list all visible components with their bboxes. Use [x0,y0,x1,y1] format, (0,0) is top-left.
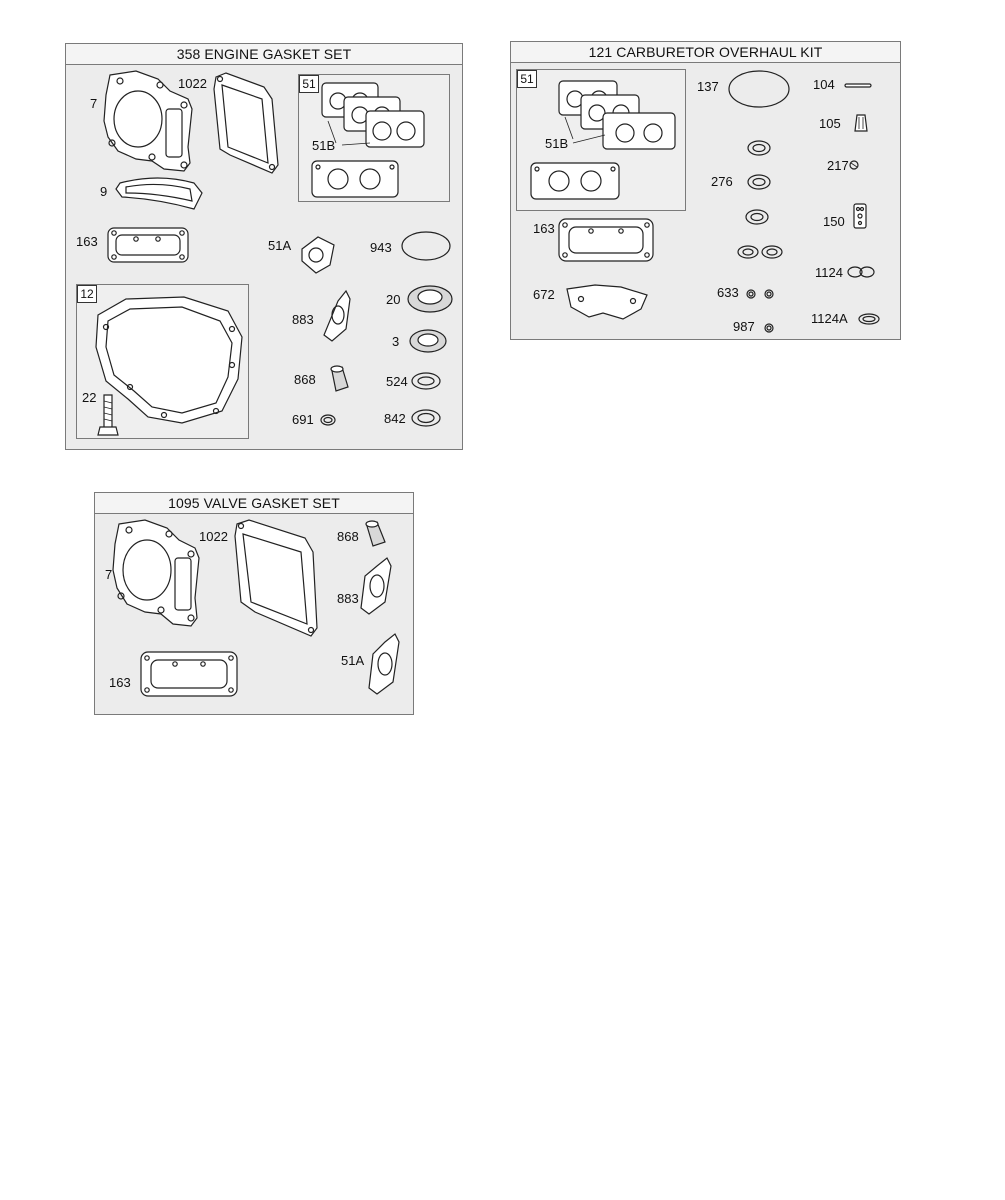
bolt-22 [98,395,118,435]
engine-label-868: 868 [294,372,316,387]
engine-label-9: 9 [100,184,108,199]
carburetor-kit-drawing [511,63,900,339]
carburetor-overhaul-kit-panel [510,41,901,340]
washer-524 [412,373,440,389]
engine-label-20: 20 [386,292,401,307]
engine-subassembly-12-tag: 12 [77,285,97,303]
clip-217 [850,161,858,169]
seal-3 [410,330,446,352]
valve-label-1022: 1022 [199,529,228,544]
engine-gasket-set-panel [65,43,463,450]
gasket-150 [854,204,866,228]
valve-gasket-883 [361,558,391,614]
valve-gasket-set-body [95,514,413,714]
engine-label-22: 22 [82,390,97,405]
valve-gasket-163 [141,652,237,696]
gasket-9 [116,178,202,209]
engine-label-524: 524 [386,374,408,389]
carb-label-987: 987 [733,319,755,334]
carburetor-overhaul-kit-title: 121 CARBURETOR OVERHAUL KIT [511,42,900,63]
valve-rocker-cover-gasket-1022 [235,520,317,636]
oil-seal-20 [408,286,452,312]
gasket-883 [324,291,350,341]
carburetor-overhaul-kit-body [511,63,900,339]
carb-label-633: 633 [717,285,739,300]
part-1124 [848,267,874,277]
crankcase-gasket-12 [96,297,242,423]
valve-cylinder-head-gasket-7 [113,520,199,626]
carb-gasket-672 [567,285,647,319]
valve-label-883: 883 [337,591,359,606]
carb-label-276: 276 [711,174,733,189]
o-ring-943 [402,232,450,260]
engine-gasket-set-title: 358 ENGINE GASKET SET [66,44,462,65]
valve-gasket-51a [369,634,399,694]
valve-label-868: 868 [337,529,359,544]
carb-label-1124a: 1124A [811,311,848,326]
washer-691 [321,415,335,425]
engine-label-943: 943 [370,240,392,255]
carb-label-105: 105 [819,116,841,131]
carb-label-163: 163 [533,221,555,236]
carb-label-137: 137 [697,79,719,94]
valve-gasket-set-panel [94,492,414,715]
carb-label-217: 217 [827,158,849,173]
engine-label-163: 163 [76,234,98,249]
engine-label-3: 3 [392,334,400,349]
engine-label-51b: 51B [312,138,336,153]
sleeve-868 [331,366,348,391]
engine-subassembly-51-tag: 51 [299,75,319,93]
valve-gasket-set-title: 1095 VALVE GASKET SET [95,493,413,514]
valve-label-7: 7 [105,567,113,582]
gasket-163 [108,228,188,262]
gasket-51a [302,237,334,273]
valve-label-163: 163 [109,675,131,690]
washer-633 [747,290,773,298]
rocker-cover-gasket-1022 [214,73,278,173]
valve-sleeve-868 [366,521,385,546]
carb-label-1124: 1124 [815,265,843,280]
engine-label-883: 883 [292,312,314,327]
valve-label-51a: 51A [341,653,365,668]
carb-subassembly-51-tag: 51 [517,70,537,88]
engine-gasket-drawing [66,65,462,449]
washer-987 [765,324,773,332]
carb-label-672: 672 [533,287,555,302]
engine-label-51a: 51A [268,238,292,253]
carb-label-51b: 51B [545,136,569,151]
engine-label-842: 842 [384,411,406,426]
needle-105 [855,115,867,131]
valve-gasket-drawing [95,514,413,714]
engine-label-1022: 1022 [178,76,207,91]
carb-label-150: 150 [823,214,845,229]
pin-104 [845,84,871,87]
engine-label-7: 7 [90,96,98,111]
engine-label-691: 691 [292,412,314,427]
washer-stack-left [738,141,782,258]
washer-842 [412,410,440,426]
washer-1124a [859,314,879,324]
engine-gasket-set-body [66,65,462,449]
carb-label-104: 104 [813,77,835,92]
o-ring-137 [729,71,789,107]
carb-gasket-163 [559,219,653,261]
